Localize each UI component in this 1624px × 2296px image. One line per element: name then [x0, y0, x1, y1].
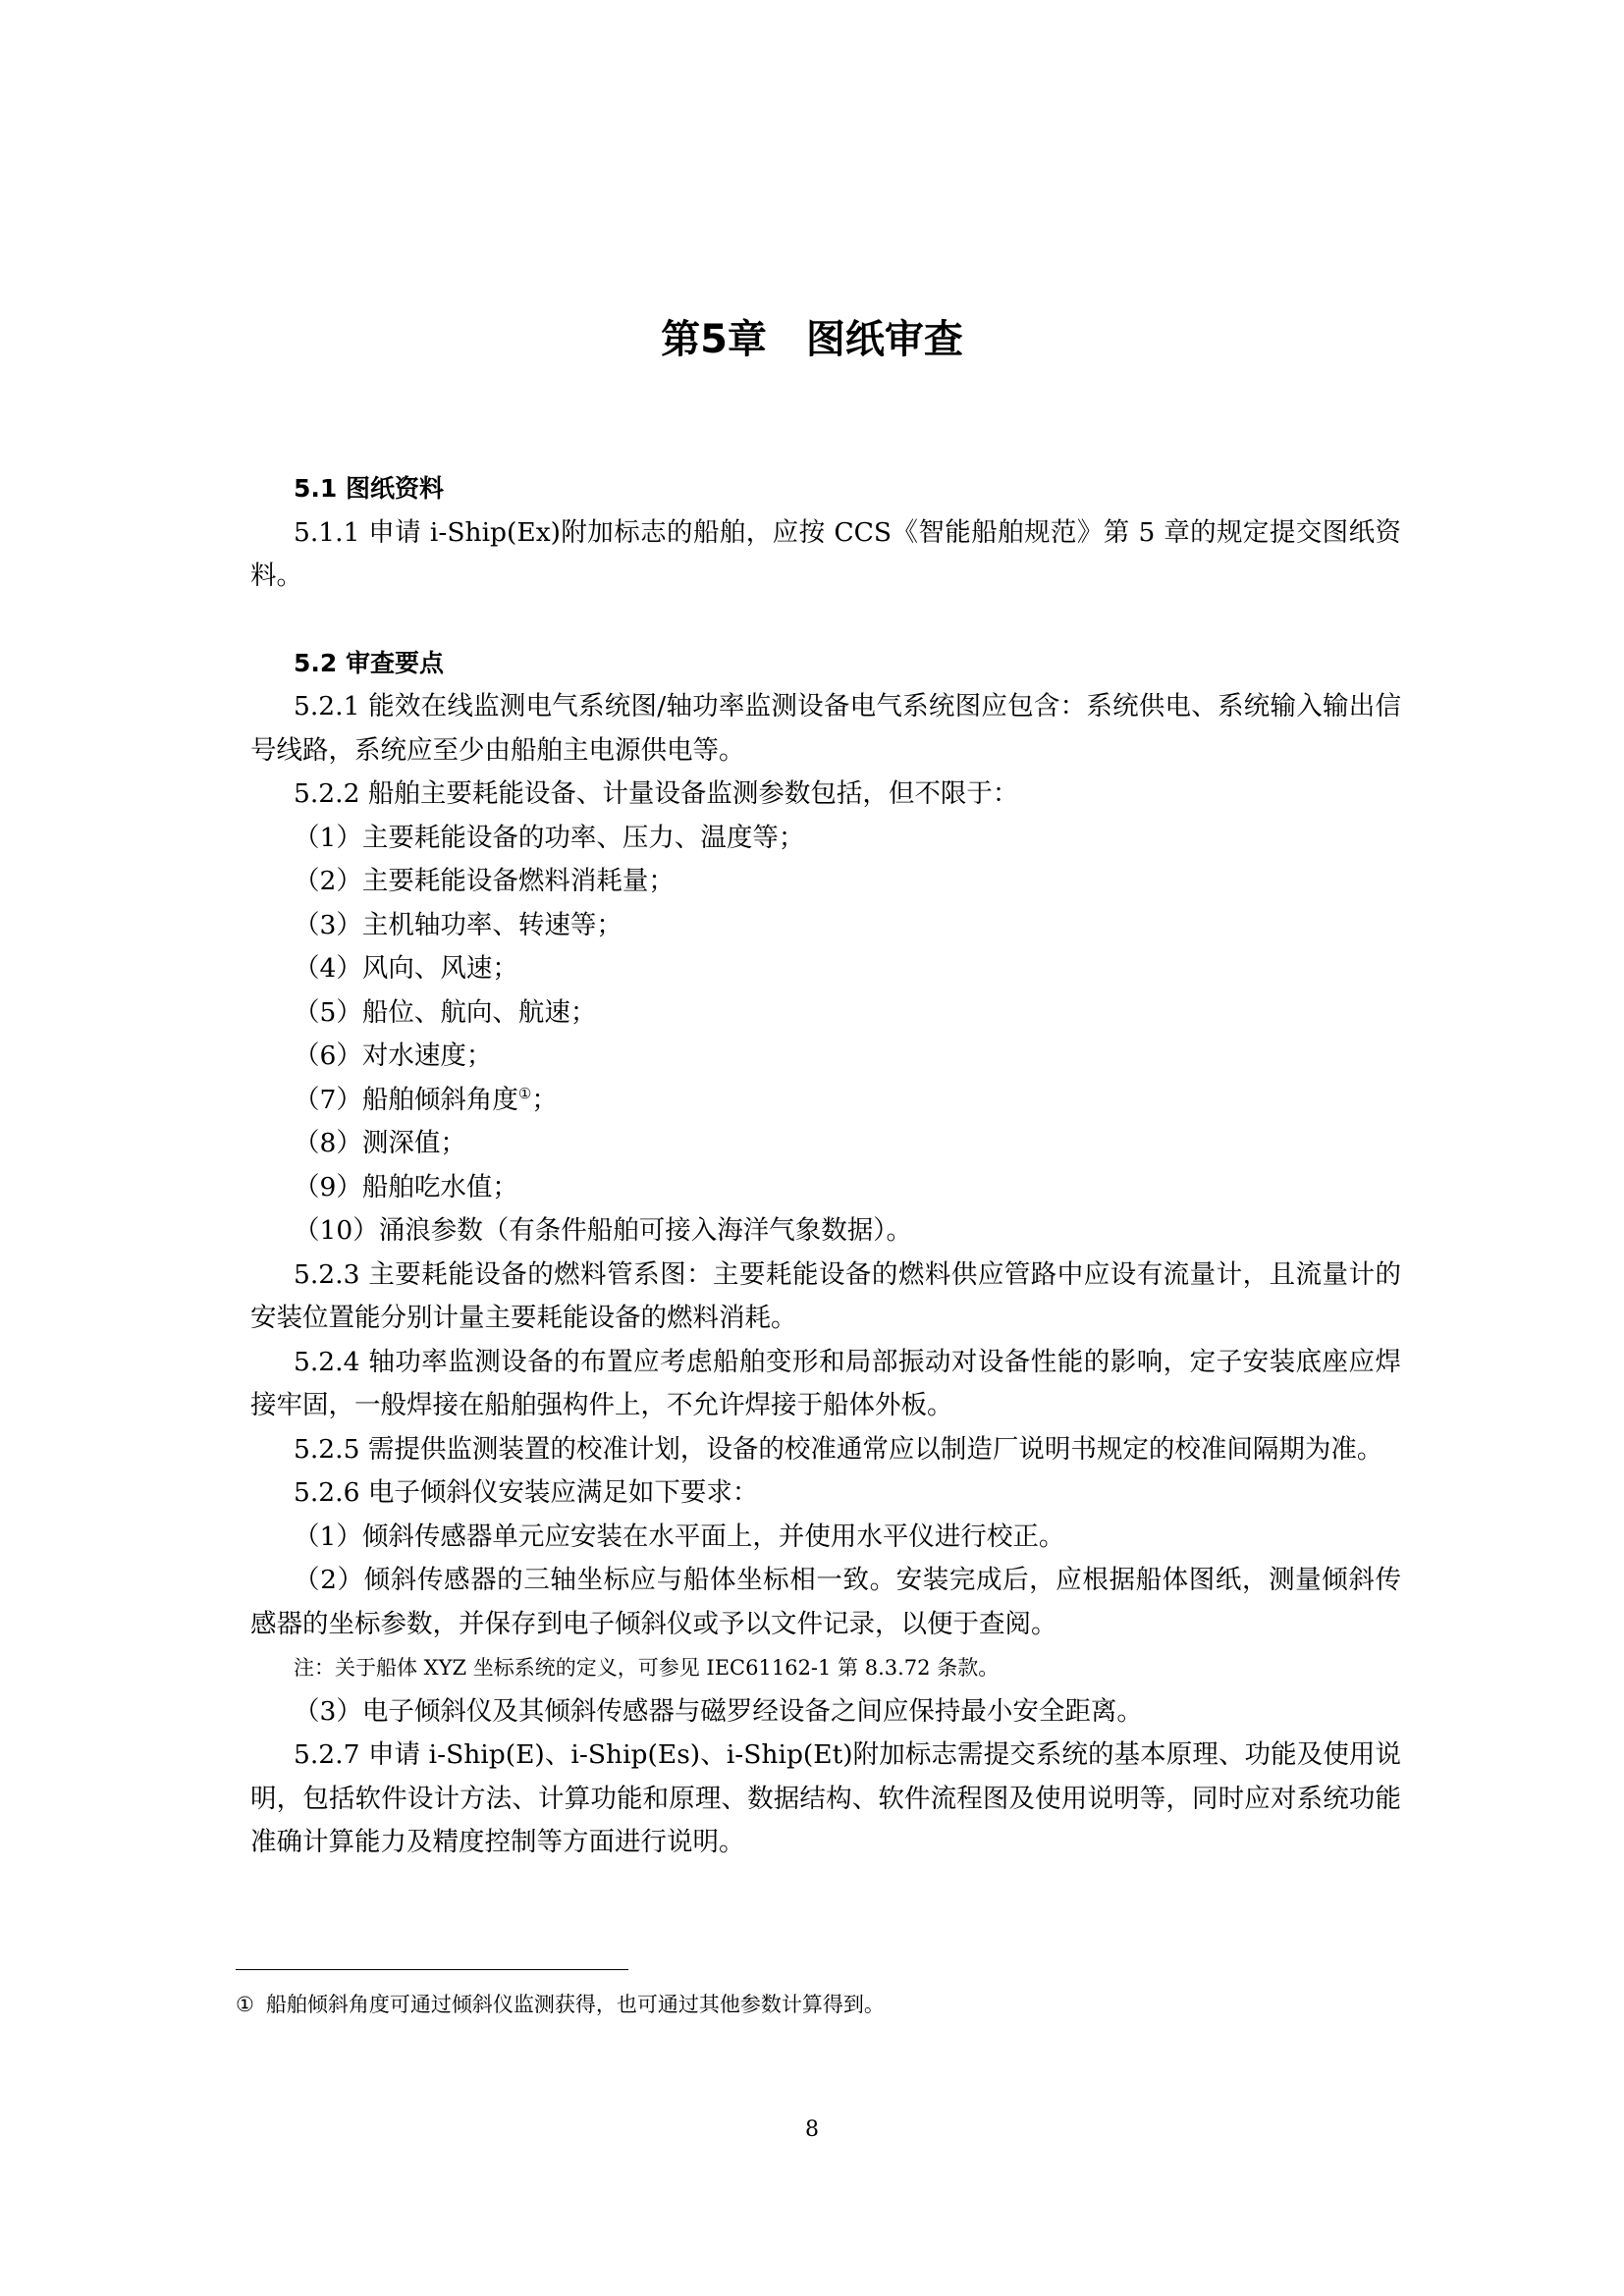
list-item: （3）主机轴功率、转速等； [294, 909, 623, 940]
list-item-tail: ； [531, 1084, 558, 1115]
list-item-with-footnote [250, 1079, 1401, 1123]
clause-5-2-4: 5.2.4 轴功率监测设备的布置应考虑船舶变形和局部振动对设备性能的影响，定子安装底座应焊接牢固，一般焊接在船舶强构件上，不允许焊接于船体外板。 [250, 1346, 1401, 1420]
list-item: （6）对水速度； [294, 1041, 493, 1071]
clause-5-2-5: 5.2.5 需提供监测装置的校准计划，设备的校准通常应以制造厂说明书规定的校准间隔期为准。 [294, 1433, 1383, 1465]
clause-5-2-6-item-2: （2）倾斜传感器的三轴坐标应与船体坐标相一致。安装完成后，应根据船体图纸，测量倾斜传感器的坐标参数，并保存到电子倾斜仪或予以文件记录，以便于查阅。 [250, 1565, 1401, 1639]
footnote-text: 船舶倾斜角度可通过倾斜仪监测获得，也可通过其他参数计算得到。 [265, 1993, 885, 2016]
list-item: （10）涌浪参数（有条件船舶可接入海洋气象数据）。 [294, 1215, 912, 1246]
clause-5-2-6-item-1: （1）倾斜传感器单元应安装在水平面上，并使用水平仪进行校正。 [294, 1521, 1065, 1552]
footnote-reference[interactable]: ① [517, 1084, 532, 1102]
list-item: （4）风向、风速； [294, 953, 518, 984]
list-item-text: （7）船舶倾斜角度 [294, 1084, 518, 1115]
footnote-mark: ① [236, 1993, 254, 2016]
chapter-name: 图纸审查 [805, 317, 963, 362]
clause-5-2-1: 5.2.1 能效在线监测电气系统图/轴功率监测设备电气系统图应包含：系统供电、系统输入输出信号线路，系统应至少由船舶主电源供电等。 [250, 691, 1401, 766]
section-heading-5-2: 5.2 审查要点 [294, 648, 444, 677]
page-number: 8 [805, 2117, 819, 2142]
list-item: （5）船位、航向、航速； [294, 996, 597, 1028]
clause-5-2-7: 5.2.7 申请 i-Ship(E)、i-Ship(Es)、i-Ship(Et)附加标志需提交系统的基本原理、功能及使用说明，包括软件设计方法、计算功能和原理、数据结构、软件流程图及使用说明等，同时应对系统功能准确计算能力及精度控制等方面进行说明。 [250, 1739, 1401, 1857]
clause-5-2-6-item-3: （3）电子倾斜仪及其倾斜传感器与磁罗经设备之间应保持最小安全距离。 [294, 1695, 1143, 1727]
list-item: （1）主要耗能设备的功率、压力、温度等； [294, 822, 805, 853]
clause-5-2-6: 5.2.6 电子倾斜仪安装应满足如下要求： [294, 1477, 759, 1508]
clause-5-1-1: 5.1.1 申请 i-Ship(Ex)附加标志的船舶，应按 CCS《智能船舶规范》第 5 章的规定提交图纸资料。 [250, 516, 1401, 591]
clause-note: 注：关于船体 XYZ 坐标系统的定义，可参见 IEC61162-1 第 8.3.72 条款。 [294, 1656, 1000, 1680]
chapter-number: 第5章 [661, 317, 767, 362]
chapter-title [0, 312, 1624, 367]
section-heading-5-1: 5.1 图纸资料 [294, 474, 444, 503]
list-item: （8）测深值； [294, 1128, 466, 1158]
footnote-divider [236, 1969, 628, 1970]
clause-5-2-2: 5.2.2 船舶主要耗能设备、计量设备监测参数包括，但不限于： [294, 778, 1019, 809]
clause-5-2-3: 5.2.3 主要耗能设备的燃料管系图：主要耗能设备的燃料供应管路中应设有流量计，且流量计的安装位置能分别计量主要耗能设备的燃料消耗。 [250, 1258, 1401, 1333]
main-content [250, 467, 1401, 1865]
list-item: （2）主要耗能设备燃料消耗量； [294, 866, 675, 896]
list-item: （9）船舶吃水值； [294, 1171, 518, 1202]
footnote [236, 1989, 1394, 2020]
